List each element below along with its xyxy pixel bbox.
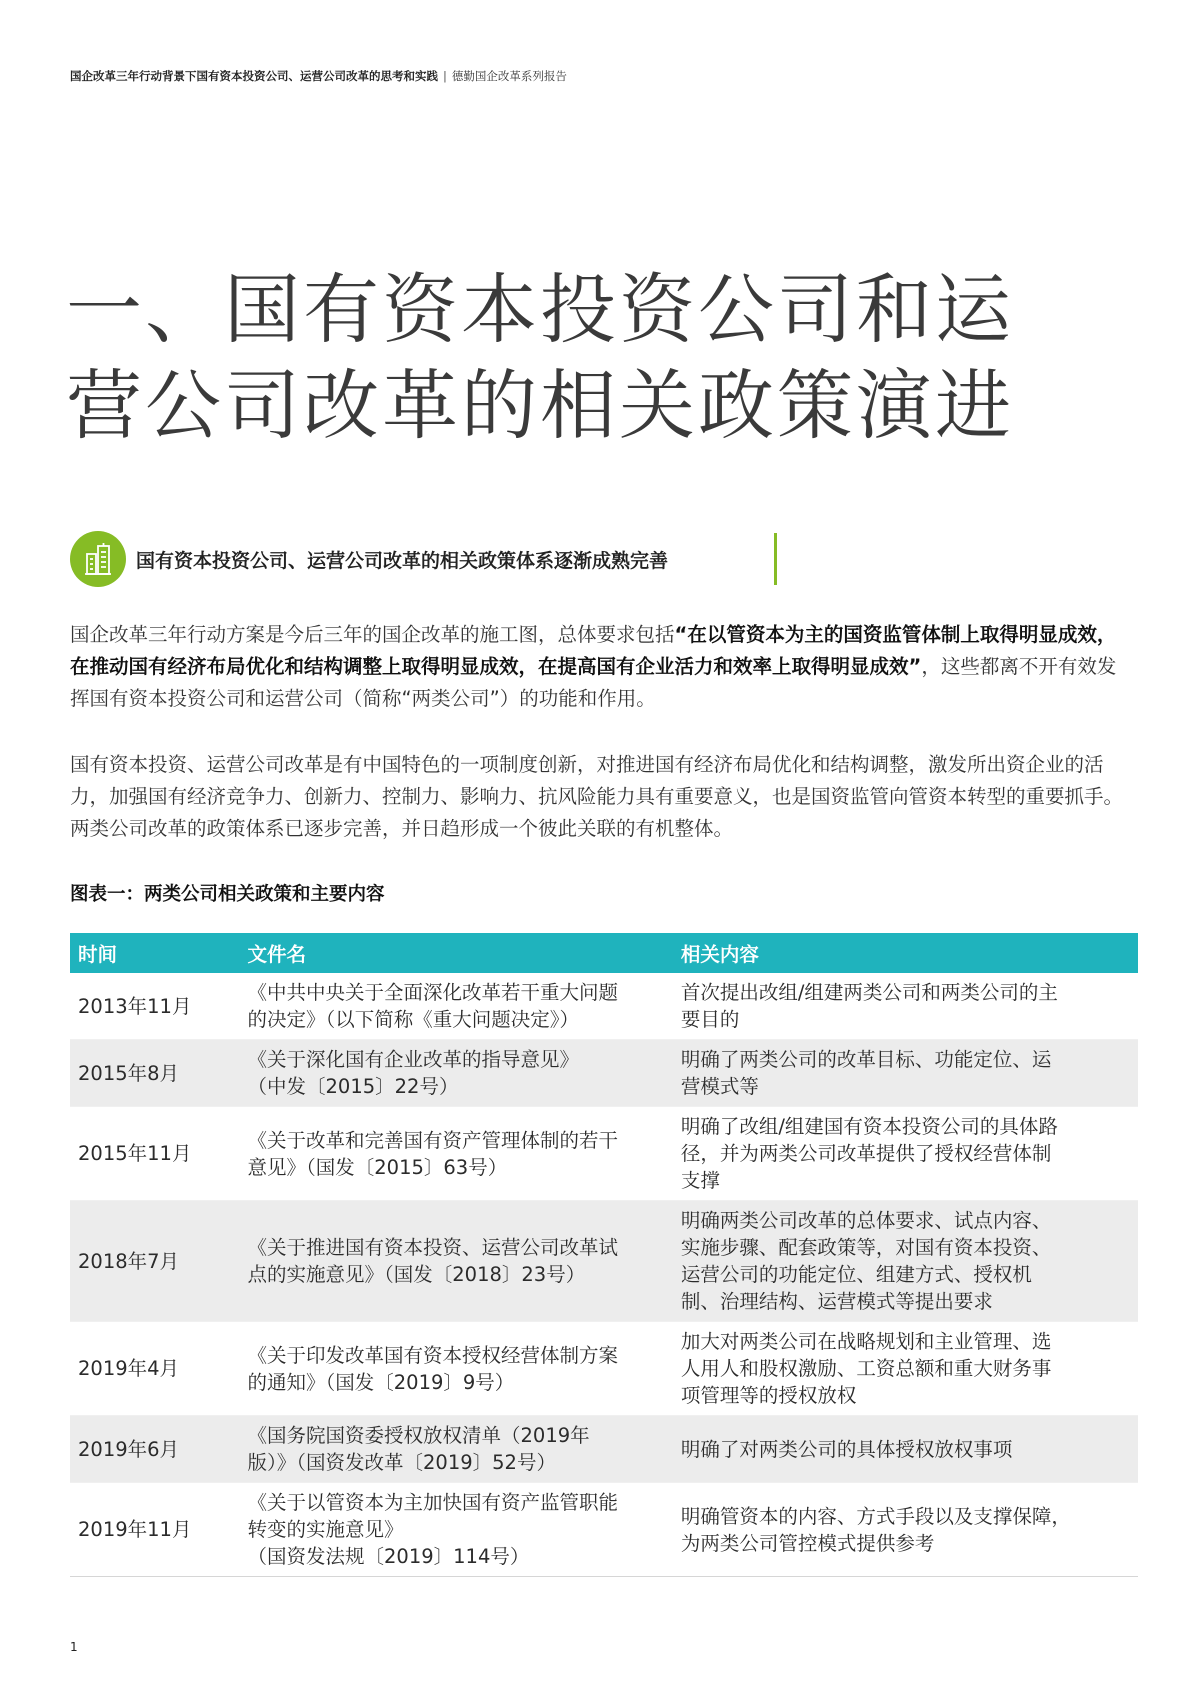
- report-series: 德勤国企改革系列报告: [451, 69, 567, 83]
- chapter-title-line-2: 营公司改革的相关政策演进: [66, 361, 1014, 450]
- chapter-title: [66, 262, 1014, 454]
- cell-document-line: 《关于深化国有企业改革的指导意见》: [247, 1048, 580, 1071]
- table-body: [70, 973, 1138, 1577]
- cell-document-line: 《关于印发改革国有资本授权经营体制方案: [247, 1343, 619, 1367]
- table-row: [70, 1416, 1138, 1483]
- cell-document-line: 《国务院国资委授权放权清单（2019年: [247, 1424, 590, 1447]
- cell-document-line: 意见》（国发〔2015〕63号）: [247, 1155, 508, 1179]
- cell-time: 2019年6月: [70, 1416, 240, 1483]
- cell-content: [673, 1201, 1138, 1322]
- cell-content-line: 支撑: [680, 1169, 720, 1192]
- table-row: [70, 1322, 1138, 1416]
- table-header-row: [70, 933, 1138, 973]
- table-row: [70, 1107, 1138, 1201]
- cell-document-line: 点的实施意见》（国发〔2018〕23号）: [247, 1263, 586, 1286]
- cell-content: [673, 1107, 1138, 1201]
- table-row: [70, 973, 1138, 1040]
- cell-document: [240, 1201, 673, 1322]
- cell-document-line: 《关于以管资本为主加快国有资产监管职能: [247, 1491, 619, 1514]
- policy-table: [70, 933, 1138, 1577]
- cell-document: [240, 1107, 673, 1201]
- cell-document: [240, 1483, 673, 1577]
- cell-time: 2019年11月: [70, 1483, 240, 1577]
- cell-document-line: 《关于改革和完善国有资产管理体制的若干: [247, 1128, 619, 1152]
- cell-document-line: 《中共中央关于全面深化改革若干重大问题: [247, 981, 619, 1004]
- cell-content-line: 加大对两类公司在战略规划和主业管理、选: [680, 1330, 1052, 1353]
- cell-content: [673, 973, 1138, 1040]
- cell-document-line: （中发〔2015〕22号）: [247, 1075, 459, 1098]
- page-number: 1: [70, 1640, 78, 1654]
- cell-content-line: 制、治理结构、运营模式等提出要求: [680, 1290, 993, 1313]
- cell-time: 2015年8月: [70, 1040, 240, 1107]
- cell-content-line: 要目的: [680, 1008, 740, 1031]
- context-paragraph: 国有资本投资、运营公司改革是有中国特色的一项制度创新，对推进国有经济布局优化和结构调整，激发所出资企业的活力，加强国有经济竞争力、创新力、控制力、影响力、抗风险能力具有重要意义，也是国资监管向管资本转型的重要抓手。两类公司改革的政策体系已逐步完善，并日趋形成一个彼此关联的有机整体。: [70, 753, 1124, 840]
- column-header-content: 相关内容: [673, 933, 1138, 973]
- cell-content-line: 明确管资本的内容、方式手段以及支撑保障，: [680, 1504, 1071, 1528]
- building-icon: [70, 531, 126, 587]
- header-separator: |: [443, 69, 447, 83]
- cell-content-line: 明确两类公司改革的总体要求、试点内容、: [680, 1209, 1052, 1232]
- running-header: [70, 68, 567, 84]
- cell-content-line: 项管理等的授权放权: [680, 1384, 857, 1407]
- figure-title: 图表一：两类公司相关政策和主要内容: [70, 884, 385, 905]
- cell-content-line: 人用人和股权激励、工资总额和重大财务事: [680, 1357, 1052, 1380]
- cell-content-line: 实施步骤、配套政策等，对国有资本投资、: [680, 1236, 1052, 1259]
- report-title: 国企改革三年行动背景下国有资本投资公司、运营公司改革的思考和实践: [70, 69, 438, 83]
- cell-content: [673, 1416, 1138, 1483]
- table-row: [70, 1040, 1138, 1107]
- section-heading-accent-bar: [774, 533, 777, 585]
- intro-paragraph: [70, 619, 1132, 715]
- intro-paragraph-lead: 国企改革三年行动方案是今后三年的国企改革的施工图，总体要求包括: [70, 623, 675, 646]
- cell-content: [673, 1040, 1138, 1107]
- cell-document-line: 《关于推进国有资本投资、运营公司改革试: [247, 1236, 619, 1259]
- cell-document-line: 的通知》（国发〔2019〕9号）: [247, 1370, 515, 1394]
- column-header-document: 文件名: [240, 933, 673, 973]
- cell-document: [240, 1040, 673, 1107]
- cell-time: 2018年7月: [70, 1201, 240, 1322]
- cell-content-line: 为两类公司管控模式提供参考: [680, 1531, 935, 1555]
- cell-content-line: 径，并为两类公司改革提供了授权经营体制: [680, 1142, 1052, 1165]
- table-row: [70, 1201, 1138, 1322]
- cell-document: [240, 1416, 673, 1483]
- cell-document: [240, 1322, 673, 1416]
- cell-time: 2015年11月: [70, 1107, 240, 1201]
- cell-content-line: 营模式等: [680, 1075, 759, 1098]
- cell-content-line: 明确了改组/组建国有资本投资公司的具体路: [680, 1115, 1058, 1138]
- column-header-time: 时间: [70, 933, 240, 973]
- cell-content-line: 运营公司的功能定位、组建方式、授权机: [680, 1263, 1032, 1286]
- intro-paragraph-tail: ，这些都离不开有效发挥国有资本投资公司和运营公司（简称“两类公司”）的功能和作用。: [70, 655, 1117, 710]
- cell-document-line: 转变的实施意见》: [247, 1518, 404, 1541]
- cell-content: [673, 1322, 1138, 1416]
- cell-document-line: （国资发法规〔2019〕114号）: [247, 1545, 530, 1568]
- cell-content-line: 首次提出改组/组建两类公司和两类公司的主: [680, 981, 1058, 1004]
- cell-document-line: 版）》（国资发改革〔2019〕52号）: [247, 1451, 556, 1474]
- cell-document-line: 的决定》（以下简称《重大问题决定》）: [247, 1008, 580, 1031]
- cell-time: 2013年11月: [70, 973, 240, 1040]
- cell-content-line: 明确了对两类公司的具体授权放权事项: [680, 1437, 1013, 1461]
- section-heading-label: 国有资本投资公司、运营公司改革的相关政策体系逐渐成熟完善: [136, 550, 669, 572]
- intro-paragraph-emphasis: “在以管资本为主的国资监管体制上取得明显成效，在推动国有经济布局优化和结构调整上取得明显成效，在提高国有企业活力和效率上取得明显成效”: [70, 623, 1117, 678]
- cell-document: [240, 973, 673, 1040]
- cell-time: 2019年4月: [70, 1322, 240, 1416]
- table-row: [70, 1483, 1138, 1577]
- chapter-title-line-1: 一、国有资本投资公司和运: [66, 265, 1014, 354]
- section-heading: [70, 531, 780, 587]
- cell-content-line: 明确了两类公司的改革目标、功能定位、运: [680, 1048, 1052, 1071]
- cell-content: [673, 1483, 1138, 1577]
